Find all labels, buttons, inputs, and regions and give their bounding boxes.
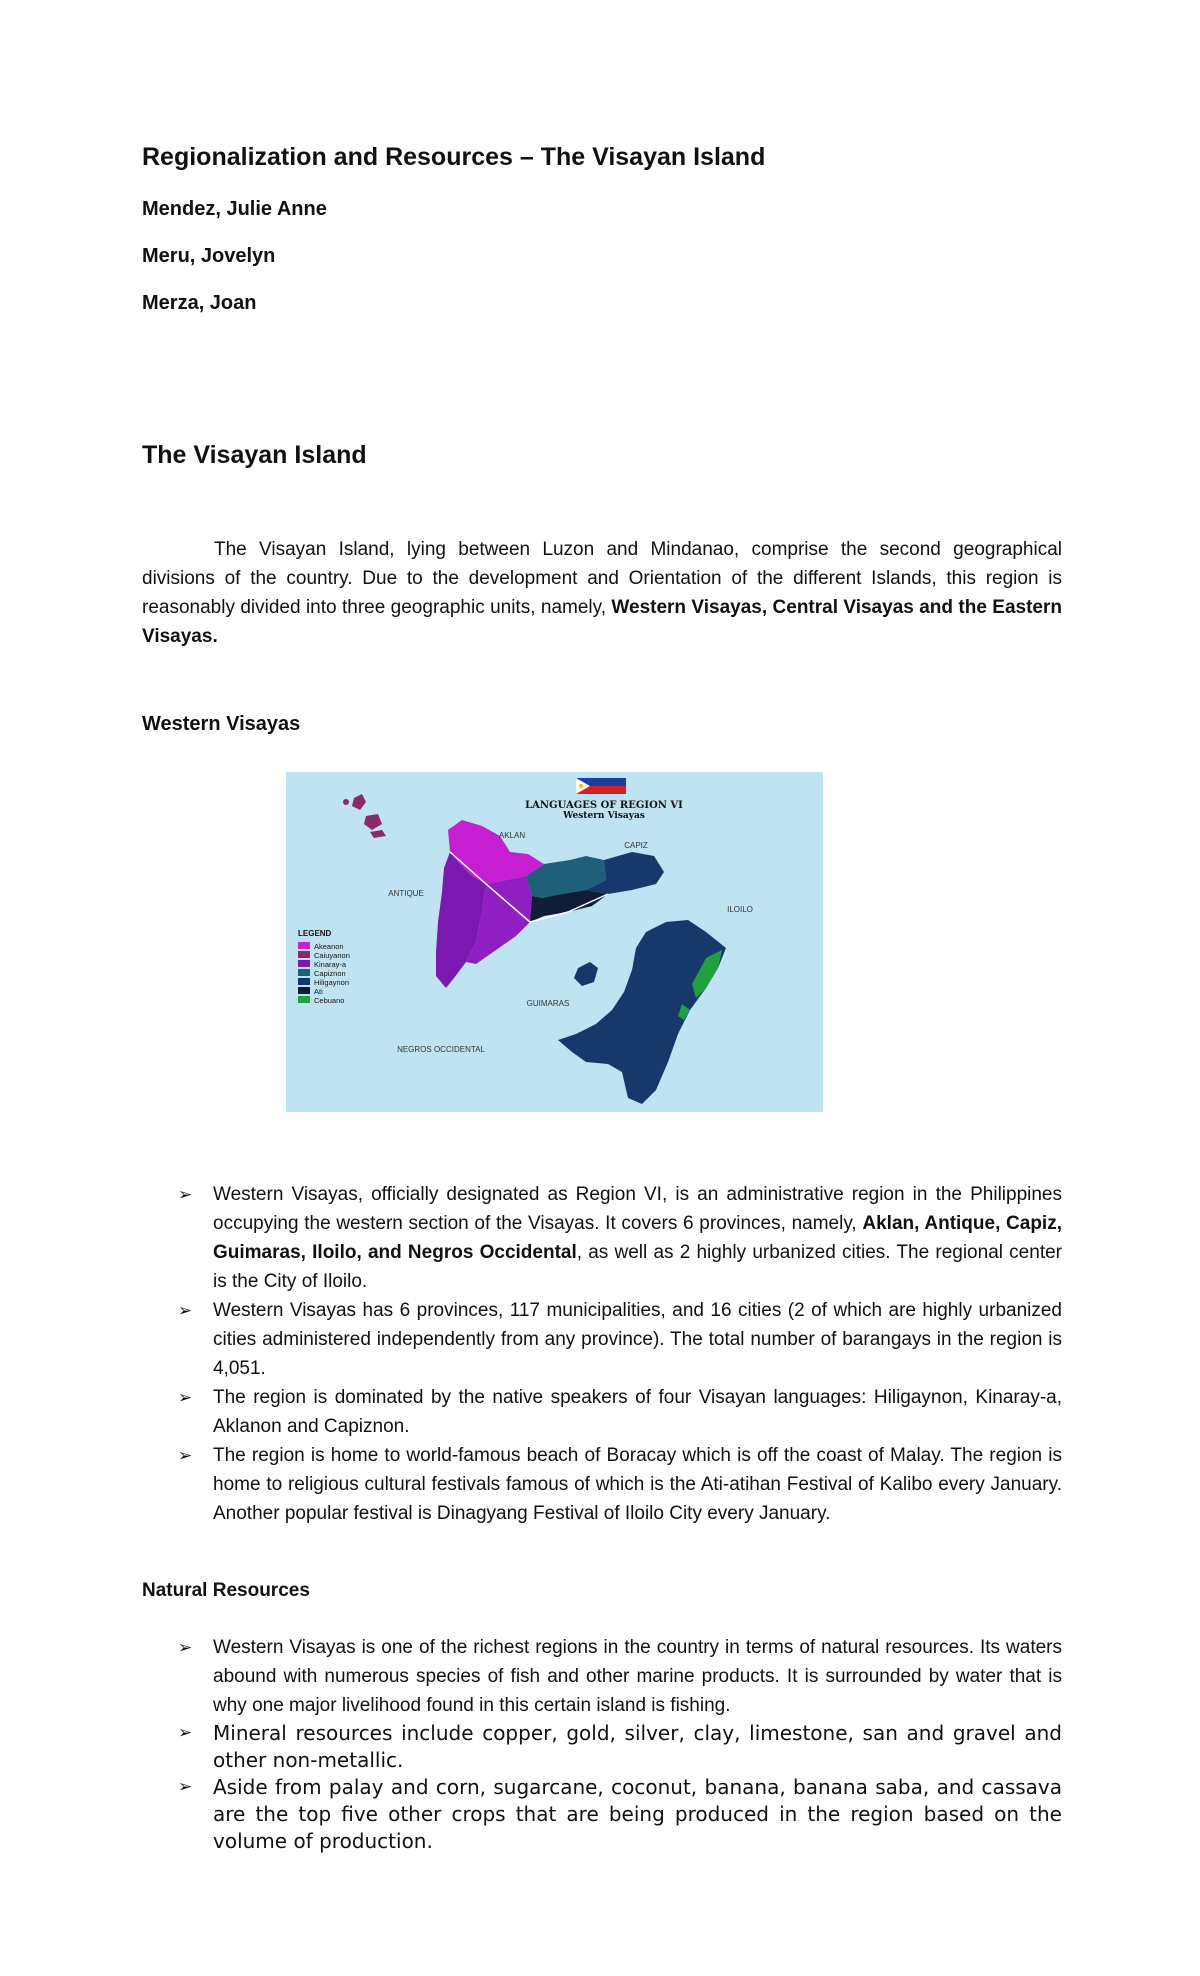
region-vi-language-map bbox=[286, 772, 823, 1112]
author-1: Mendez, Julie Anne bbox=[142, 198, 327, 220]
bullet-text: The region is home to world-famous beach of Boracay which is off the coast of Malay. The region is home to religious cultural festivals famous of which is the Ati-atihan Festival of Kalibo every January. Another popular festival is Dinagyang Festival of Iloilo City every January. bbox=[213, 1445, 1062, 1524]
bullet-text: The region is dominated by the native speakers of four Visayan languages: Hiligaynon, Kinaray-a, Aklanon and Capiznon. bbox=[213, 1387, 1062, 1437]
western-visayas-bullets bbox=[142, 1180, 1062, 1528]
document-title: Regionalization and Resources – The Visayan Island bbox=[142, 143, 766, 171]
bullet-arrow-icon: ➢ bbox=[178, 1777, 193, 1797]
legend-swatch bbox=[298, 978, 310, 985]
natural-resources-bullets-2 bbox=[142, 1720, 1062, 1855]
map-label-aklan: AKLAN bbox=[498, 831, 526, 840]
bullet-text: Western Visayas has 6 provinces, 117 municipalities, and 16 cities (2 of which are highly urbanized cities administered independently from any province). The total number of barangays in the region is 4,051. bbox=[213, 1300, 1062, 1379]
list-item bbox=[142, 1720, 1062, 1774]
legend-swatch bbox=[298, 996, 310, 1003]
western-visayas-heading: Western Visayas bbox=[142, 713, 301, 735]
legend-swatch bbox=[298, 987, 310, 994]
intro-text: The Visayan Island, lying between Luzon and Mindanao, comprise the second geographical divisions of the country. Due to the development and Orientation of the different Islands, this region is reasonably divided into three geographic units, namely, bbox=[142, 539, 1062, 618]
section-title: The Visayan Island bbox=[142, 441, 367, 469]
legend-label: Cebuano bbox=[314, 996, 345, 1005]
list-item bbox=[142, 1296, 1062, 1383]
natural-resources-bullets bbox=[142, 1633, 1062, 1720]
author-2: Meru, Jovelyn bbox=[142, 245, 276, 267]
bullet-arrow-icon: ➢ bbox=[178, 1446, 193, 1465]
map-title-2: Western Visayas bbox=[563, 811, 645, 821]
map-label-negros: NEGROS OCCIDENTAL bbox=[397, 1045, 485, 1054]
list-item bbox=[142, 1383, 1062, 1441]
intro-bold: Western Visayas, Central Visayas and the Eastern Visayas. bbox=[142, 597, 1062, 647]
philippine-flag-icon bbox=[576, 778, 626, 794]
legend-swatch bbox=[298, 960, 310, 967]
legend-swatch bbox=[298, 951, 310, 958]
list-item bbox=[142, 1774, 1062, 1855]
list-item bbox=[142, 1441, 1062, 1528]
legend-label: Caiuyanon bbox=[314, 951, 350, 960]
natural-resources-heading: Natural Resources bbox=[142, 1580, 310, 1601]
legend-label: Hiligaynon bbox=[314, 978, 350, 987]
list-item bbox=[142, 1180, 1062, 1296]
map-label-iloilo: ILOILO bbox=[727, 905, 753, 914]
bullet-arrow-icon: ➢ bbox=[178, 1388, 193, 1407]
legend-label: Capiznon bbox=[314, 969, 346, 978]
intro-paragraph bbox=[142, 535, 1062, 651]
legend-label: Akeanon bbox=[314, 942, 344, 951]
bullet-arrow-icon: ➢ bbox=[178, 1723, 193, 1743]
author-3: Merza, Joan bbox=[142, 292, 257, 314]
bullet-text: Western Visayas is one of the richest regions in the country in terms of natural resources. Its waters abound with numerous species of fish and other marine products. It is surrounded by water that is why one major livelihood found in this certain island is fishing. bbox=[213, 1637, 1062, 1716]
map-title-1: LANGUAGES OF REGION VI bbox=[525, 800, 683, 811]
legend-label: Kinaray-a bbox=[314, 960, 347, 969]
legend-swatch bbox=[298, 942, 310, 949]
bullet-text: Aside from palay and corn, sugarcane, coconut, banana, banana saba, and cassava are the top five other crops that are being produced in the region based on the volume of production. bbox=[213, 1775, 1062, 1853]
bullet-text: Mineral resources include copper, gold, silver, clay, limestone, san and gravel and other non-metallic. bbox=[213, 1721, 1062, 1772]
legend-swatch bbox=[298, 969, 310, 976]
bullet-text: Western Visayas, officially designated as Region VI, is an administrative region in the Philippines occupying the western section of the Visayas. It covers 6 provinces, namely, bbox=[213, 1184, 1062, 1234]
list-item bbox=[142, 1633, 1062, 1720]
map-label-guimaras: GUIMARAS bbox=[526, 999, 570, 1008]
bullet-arrow-icon: ➢ bbox=[178, 1185, 193, 1204]
bullet-bold-text: Aklan, Antique, Capiz, Guimaras, Iloilo, and Negros Occidental bbox=[213, 1213, 1062, 1263]
bullet-text-after: , as well as 2 highly urbanized cities. The regional center is the City of Iloilo. bbox=[213, 1242, 1062, 1292]
map-label-capiz: CAPIZ bbox=[624, 841, 648, 850]
bullet-arrow-icon: ➢ bbox=[178, 1638, 193, 1657]
map-label-antique: ANTIQUE bbox=[388, 889, 424, 898]
bullet-arrow-icon: ➢ bbox=[178, 1301, 193, 1320]
legend-label: Ati bbox=[314, 987, 323, 996]
legend-title: LEGEND bbox=[298, 929, 332, 938]
